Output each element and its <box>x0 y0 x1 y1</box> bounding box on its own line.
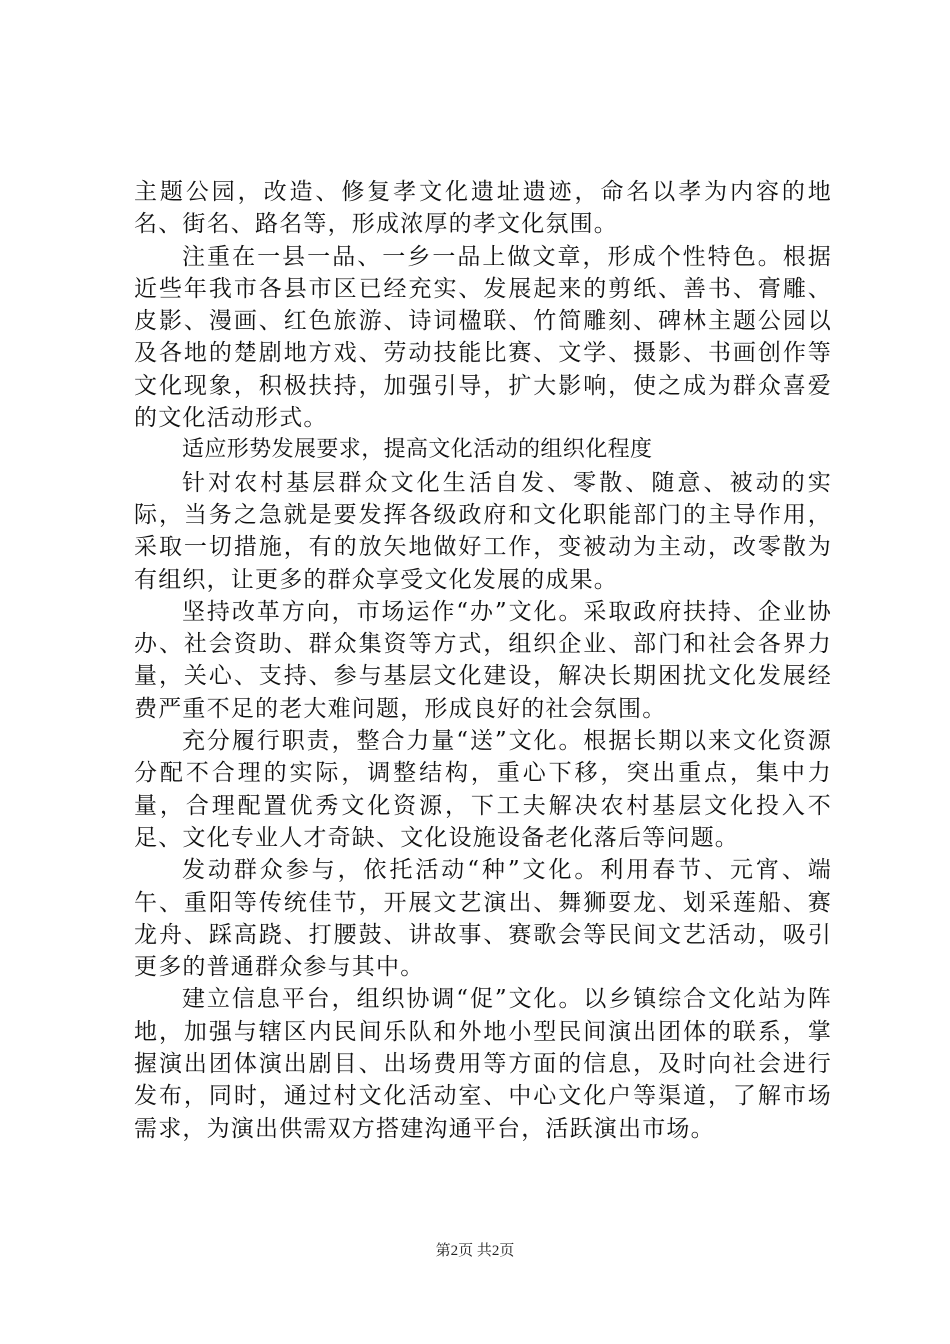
paragraph-public-participation: 发动群众参与，依托活动“种”文化。利用春节、元宵、端午、重阳等传统佳节，开展文艺演出、舞狮耍龙、划采莲船、赛龙舟、踩高跷、打腰鼓、讲故事、赛歌会等民间文艺活动，吸引更多的普通群众参与其中。 <box>134 857 832 981</box>
paragraph-resource-integration: 充分履行职责，整合力量“送”文化。根据长期以来文化资源分配不合理的实际，调整结构，重心下移，突出重点，集中力量，合理配置优秀文化资源，下工夫解决农村基层文化投入不足、文化专业人才奇缺、文化设施设备老化落后等问题。 <box>134 728 832 851</box>
page-number-footer: 第2页 共2页 <box>435 1243 515 1259</box>
paragraph-local-characteristics: 注重在一县一品、一乡一品上做文章，形成个性特色。根据近些年我市各县市区已经充实、发展起来的剪纸、善书、膏雕、皮影、漫画、红色旅游、诗词楹联、竹简雕刻、碑林主题公园以及各地的楚剧地方戏、劳动技能比赛、文学、摄影、书画创作等文化现象，积极扶持，加强引导，扩大影响，使之成为群众喜爱的文化活动形式。 <box>134 243 832 432</box>
paragraph-continuation: 主题公园，改造、修复孝文化遗址遗迹，命名以孝为内容的地名、街名、路名等，形成浓厚的孝文化氛围。 <box>134 179 832 238</box>
paragraph-rural-culture: 针对农村基层群众文化生活自发、零散、随意、被动的实际，当务之急就是要发挥各级政府和文化职能部门的主导作用，采取一切措施，有的放矢地做好工作，变被动为主动，改零散为有组织，让更多的群众享受文化发展的成果。 <box>134 469 832 593</box>
paragraph-market-operation: 坚持改革方向，市场运作“办”文化。采取政府扶持、企业协办、社会资助、群众集资等方式，组织企业、部门和社会各界力量，关心、支持、参与基层文化建设，解决长期困扰文化发展经费严重不足的老大难问题，形成良好的社会氛围。 <box>134 598 832 722</box>
document-body <box>134 176 832 1145</box>
paragraph-information-platform: 建立信息平台，组织协调“促”文化。以乡镇综合文化站为阵地，加强与辖区内民间乐队和外地小型民间演出团体的联系，掌握演出团体演出剧目、出场费用等方面的信息，及时向社会进行发布，同时，通过村文化活动室、中心文化户等渠道，了解市场需求，为演出供需双方搭建沟通平台，活跃演出市场。 <box>134 986 832 1142</box>
section-heading: 适应形势发展要求，提高文化活动的组织化程度 <box>182 437 653 463</box>
